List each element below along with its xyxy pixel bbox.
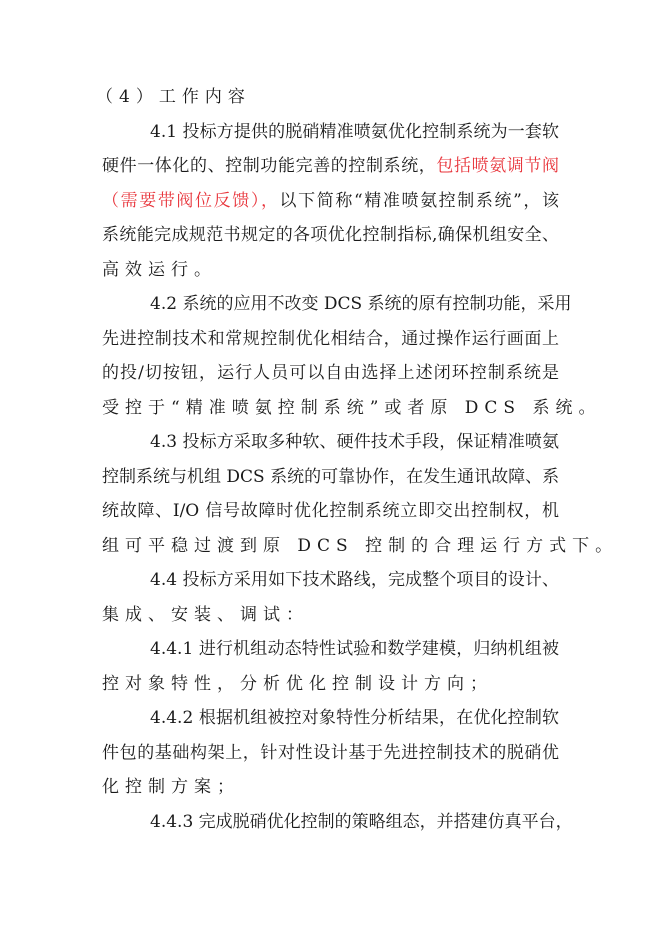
body-text: 4.3 投标方采取多种软、硬件技术手段，保证精准喷氨 <box>150 432 559 452</box>
body-text: 高效运行。 <box>102 259 217 280</box>
section-4-4-line <box>102 598 559 632</box>
section-4-1-line <box>150 115 559 149</box>
body-text: 4.4.2 根据机组被控对象特性分析结果，在优化控制软 <box>150 708 559 728</box>
body-text: 4.4 投标方采用如下技术路线，完成整个项目的设计、 <box>150 570 559 590</box>
body-text: 控制系统与机组 DCS 系统的可靠协作，在发生通讯故障、系 <box>102 466 560 487</box>
section-heading: （4）工作内容 <box>96 87 251 107</box>
body-text: 4.2 系统的应用不改变 DCS 系统的原有控制功能，采用 <box>150 294 572 314</box>
section-4-2-line <box>102 322 559 356</box>
section-4-4-line <box>150 563 559 597</box>
body-text: 件包的基础构架上，针对性设计基于先进控制技术的脱硝优 <box>102 742 559 763</box>
body-text: 组可平稳过渡到原 DCS 控制的合理运行方式下。 <box>102 535 619 556</box>
section-4-3-line <box>102 494 559 528</box>
section-4-4-1-line <box>102 667 559 701</box>
body-text: 先进控制技术和常规控制优化相结合，通过操作运行画面上 <box>102 328 559 349</box>
body-text: 硬件一体化的、控制功能完善的控制系统， <box>102 156 437 176</box>
body-text: 化控制方案； <box>102 777 240 797</box>
body-text: 以下简称“精准喷氨控制系统”，该 <box>279 190 559 211</box>
section-4-1-line <box>102 184 559 218</box>
section-4-4-1-line <box>150 632 559 666</box>
section-4-2-line <box>150 287 572 321</box>
highlighted-text: （需要带阀位反馈）， <box>102 190 280 211</box>
body-text: 4.4.3 完成脱硝优化控制的策略组态，并搭建仿真平台， <box>150 811 573 832</box>
body-text: 4.1 投标方提供的脱硝精准喷氨优化控制系统为一套软 <box>150 121 559 142</box>
body-text: 控对象特性，分析优化控制设计方向； <box>102 673 493 694</box>
highlighted-text: 包括喷氨调节阀 <box>436 156 560 176</box>
section-4-3-line <box>102 460 559 494</box>
section-4-2-line <box>102 356 559 390</box>
body-text: 系统能完成规范书规定的各项优化控制指标,确保机组安全、 <box>102 225 559 245</box>
section-4-4-2-line <box>150 701 559 735</box>
body-text: 的投/切按钮，运行人员可以自由选择上述闭环控制系统是 <box>102 363 559 383</box>
section-4-4-2-line <box>102 770 559 804</box>
body-text: 受控于“精准喷氨控制系统”或者原 DCS 系统。 <box>102 397 602 418</box>
section-4-3-line <box>102 529 619 563</box>
section-4-3-line <box>150 425 559 459</box>
section-4-4-2-line <box>102 736 559 770</box>
section-4-1-line <box>102 218 559 252</box>
section-4-4-3-line <box>150 805 573 839</box>
section-4-2-line <box>102 391 602 425</box>
section-4-1-line <box>102 149 559 183</box>
section-4-1-line <box>102 253 559 287</box>
body-text: 集成、安装、调试： <box>102 604 309 625</box>
body-text: 统故障、I/O 信号故障时优化控制系统立即交出控制权，机 <box>102 501 559 521</box>
body-text: 4.4.1 进行机组动态特性试验和数学建模，归纳机组被 <box>150 639 559 659</box>
